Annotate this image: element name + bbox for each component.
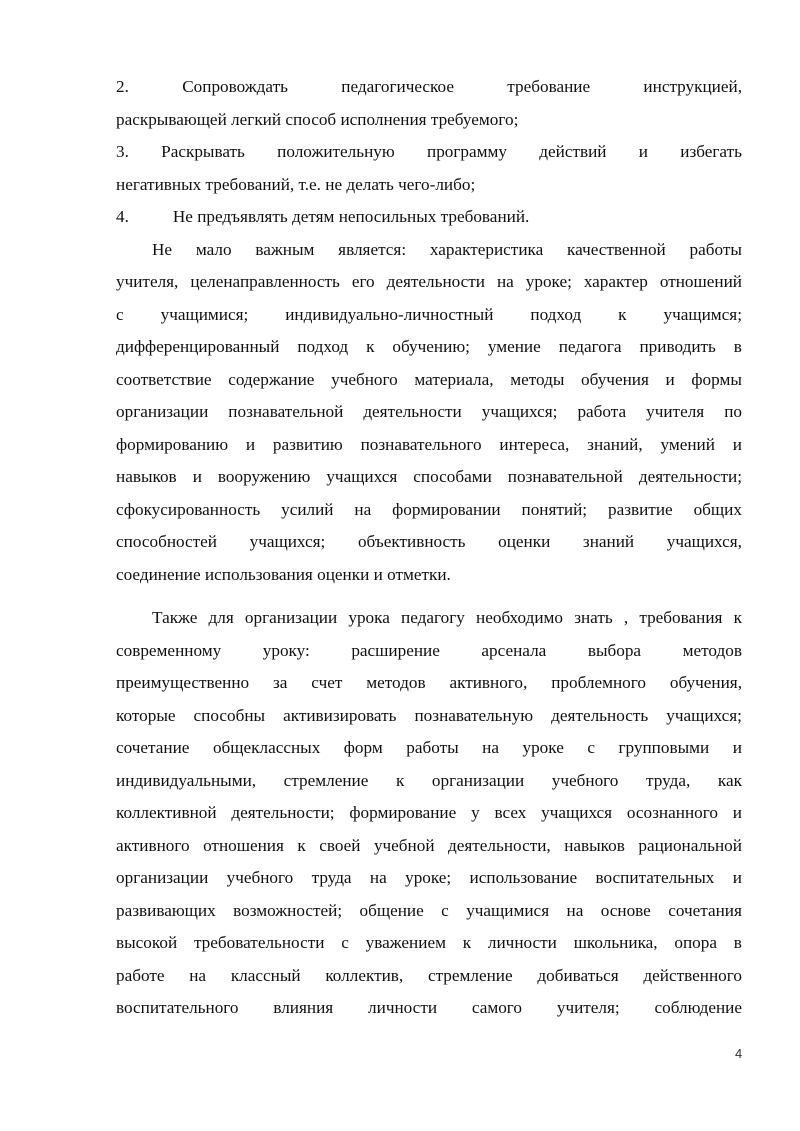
word: уроке: [522, 738, 564, 757]
word: своей: [319, 835, 361, 855]
word: отношения: [203, 835, 284, 855]
word: требовательности: [193, 933, 325, 952]
word: добиваться: [537, 965, 619, 985]
text-line: [116, 927, 742, 960]
word: школьника,: [573, 933, 658, 952]
word: на: [482, 738, 499, 757]
word: развитие: [607, 499, 673, 519]
word: расширение: [351, 640, 440, 660]
text-line: [116, 765, 742, 798]
word: высокой: [116, 933, 178, 952]
word: опора: [674, 933, 717, 952]
word: усилий: [281, 499, 334, 519]
word: является:: [338, 239, 407, 259]
word: познавательного: [360, 434, 482, 454]
word: негативных требований, т.е. не делать чего-либо;: [116, 174, 476, 194]
word: учебного: [551, 770, 619, 790]
word: на: [566, 900, 584, 920]
text-line: [116, 635, 742, 668]
word: стремление: [283, 770, 369, 790]
word: знаний: [582, 532, 635, 551]
text-line: [116, 559, 742, 592]
word: работы: [406, 738, 459, 757]
word: на: [354, 499, 372, 519]
text-line: [116, 299, 742, 332]
word: содержание: [228, 369, 315, 389]
word: уважением: [365, 933, 446, 952]
word: и: [665, 369, 675, 389]
word: соединение использования оценки и отметки.: [116, 564, 451, 584]
word: стремление: [427, 965, 513, 985]
word: характеристика: [429, 239, 544, 259]
word: умений: [660, 434, 715, 454]
word: Не предъявлять детям непосильных требований.: [172, 207, 530, 226]
word: учащихся: [326, 467, 398, 486]
list-number: 4.: [116, 207, 129, 226]
document-body: [116, 71, 742, 1025]
word: вооружению: [217, 467, 311, 486]
text-line: [116, 992, 742, 1025]
word: форм: [343, 738, 383, 757]
word: и: [732, 738, 742, 757]
word: организации: [116, 402, 209, 421]
word: навыков: [116, 467, 177, 486]
word: учителя;: [556, 998, 620, 1017]
word: общение: [359, 900, 424, 920]
word: деятельности: [363, 402, 462, 421]
paragraph-gap: [116, 591, 742, 602]
word: целенаправленность: [190, 272, 340, 291]
word: Не: [152, 239, 173, 259]
word: индивидуальными,: [116, 770, 257, 790]
word: уроку:: [262, 640, 310, 660]
word: соблюдение: [654, 998, 742, 1017]
word: воспитательных: [595, 868, 715, 887]
word: современному: [116, 640, 222, 660]
word: проблемного: [551, 673, 646, 692]
word: познавательной: [228, 402, 344, 421]
text-line: [116, 602, 742, 635]
text-line: [116, 797, 742, 830]
word: деятельности: [386, 272, 486, 291]
word: приводить: [639, 337, 716, 356]
word: работы: [689, 239, 742, 259]
text-line: [116, 526, 742, 559]
word: на: [369, 868, 387, 887]
list-number: 2.: [116, 77, 129, 96]
word: и: [638, 142, 648, 161]
word: учебного: [226, 868, 294, 887]
word: умение: [487, 337, 541, 356]
word: деятельности,: [448, 835, 551, 855]
word: понятий;: [521, 499, 588, 519]
word: и: [732, 434, 742, 454]
word: способами: [413, 467, 492, 486]
word: организации: [116, 868, 209, 887]
word: Сопровождать: [182, 77, 288, 96]
word: которые: [116, 705, 176, 725]
word: и: [192, 467, 202, 486]
word: индивидуально-личностный: [285, 304, 494, 324]
word: требование: [507, 77, 591, 96]
word: сочетание: [116, 738, 190, 757]
text-line: [116, 461, 742, 494]
word: объективность: [357, 532, 466, 551]
word: с: [587, 738, 595, 757]
word: обучения: [581, 369, 649, 389]
text-line: [116, 169, 742, 202]
word: к: [366, 337, 375, 356]
word: положительную: [277, 142, 395, 161]
word: рациональной: [638, 835, 742, 855]
word: методов: [682, 640, 742, 660]
word: общеклассных: [212, 738, 321, 757]
word: педагога: [558, 337, 622, 356]
word: действенного: [643, 965, 742, 985]
word: классный: [230, 965, 301, 985]
text-line: [116, 396, 742, 429]
text-line: [116, 862, 742, 895]
word: знать: [574, 608, 613, 627]
word: для: [208, 608, 234, 627]
text-line: [116, 732, 742, 765]
word: мало: [195, 239, 232, 259]
word: работа: [577, 402, 627, 421]
word: по: [724, 402, 742, 421]
word: подход: [530, 304, 582, 324]
word: учащихся: [541, 803, 613, 822]
word: арсенала: [481, 640, 547, 660]
word: всех: [494, 803, 527, 822]
word: основе: [600, 900, 651, 920]
word: обучения,: [669, 673, 742, 692]
word: учащимися;: [160, 304, 249, 324]
word: интереса,: [499, 434, 570, 454]
word: знаний,: [587, 434, 643, 454]
word: у: [471, 803, 480, 822]
word: раскрывающей легкий способ исполнения требуемого;: [116, 109, 519, 129]
word: сочетания: [668, 900, 742, 920]
word: Раскрывать: [161, 142, 245, 161]
word: в: [733, 933, 742, 952]
word: учебной: [373, 835, 435, 855]
text-line: [116, 960, 742, 993]
word: дифференцированный: [116, 337, 280, 356]
word: действий: [539, 142, 607, 161]
text-line: [116, 104, 742, 137]
word: избегать: [680, 142, 742, 161]
text-line: [116, 136, 742, 169]
word: учащимися: [466, 900, 550, 920]
word: развивающих: [116, 900, 216, 920]
word: активного: [116, 835, 190, 855]
word: урока: [348, 608, 390, 627]
word: организации: [244, 608, 338, 627]
word: общих: [693, 499, 742, 519]
word: к: [733, 608, 742, 627]
word: программу: [427, 142, 508, 161]
word: формирование: [349, 803, 457, 822]
word: соответствие: [116, 369, 212, 389]
word: на: [496, 272, 514, 291]
word: развитию: [272, 434, 343, 454]
word: с: [341, 933, 349, 952]
word: методов: [366, 673, 426, 692]
word: к: [618, 304, 627, 324]
word: учителя,: [116, 272, 179, 291]
word: методы: [510, 369, 565, 389]
word: учащихся,: [666, 532, 742, 551]
word: и: [245, 434, 256, 454]
word: требования: [639, 608, 723, 627]
word: и: [732, 868, 742, 887]
word: необходимо: [476, 608, 564, 627]
word: личности: [487, 933, 557, 952]
word: осознанного: [626, 803, 718, 822]
word: качественной: [567, 239, 666, 259]
word: на: [189, 965, 207, 985]
word: воспитательного: [116, 998, 239, 1017]
text-line: [116, 667, 742, 700]
word: педагогическое: [341, 77, 454, 96]
word: коллективной: [116, 803, 217, 822]
text-line: [116, 895, 742, 928]
word: организации: [431, 770, 525, 790]
word: труда,: [646, 770, 691, 790]
word: навыков: [564, 835, 625, 855]
word: в: [733, 337, 742, 356]
word: уроке;: [525, 272, 572, 291]
text-line: [116, 364, 742, 397]
word: работе: [116, 965, 165, 985]
word: счет: [311, 673, 343, 692]
word: за: [273, 673, 288, 692]
word: к: [462, 933, 472, 952]
word: труда: [311, 868, 352, 887]
word: к: [297, 835, 306, 855]
word: как: [717, 770, 742, 790]
word: влияния: [273, 998, 334, 1017]
word: познавательной: [507, 467, 623, 486]
word: учителя: [646, 402, 705, 421]
list-number: 3.: [116, 142, 129, 161]
word: с: [116, 304, 124, 324]
word: деятельности;: [638, 467, 742, 486]
text-line: [116, 201, 742, 234]
word: ,: [623, 608, 629, 627]
word: формировании: [392, 499, 501, 519]
word: материала,: [414, 369, 494, 389]
word: формы: [691, 369, 742, 389]
word: использование: [469, 868, 578, 887]
word: к: [395, 770, 405, 790]
word: Также: [152, 608, 198, 627]
word: самого: [471, 998, 523, 1017]
word: познавательную: [414, 705, 534, 725]
word: учащихся;: [481, 402, 558, 421]
text-line: [116, 71, 742, 104]
word: педагогу: [401, 608, 465, 627]
word: активного,: [449, 673, 528, 692]
word: личности: [368, 998, 438, 1017]
text-line: [116, 429, 742, 462]
word: учащимся;: [663, 304, 742, 324]
word: возможностей;: [233, 900, 343, 920]
word: учебного: [331, 369, 398, 389]
word: обучению;: [392, 337, 470, 356]
word: отношений: [659, 272, 742, 291]
word: важным: [255, 239, 315, 259]
text-line: [116, 494, 742, 527]
word: и: [732, 803, 742, 822]
text-line: [116, 266, 742, 299]
word: характер: [583, 272, 648, 291]
word: инструкцией,: [643, 77, 742, 96]
word: его: [351, 272, 375, 291]
word: выбора: [587, 640, 642, 660]
word: с: [441, 900, 449, 920]
word: деятельность: [551, 705, 649, 725]
word: преимущественно: [116, 673, 250, 692]
word: деятельности;: [231, 803, 335, 822]
word: учащихся;: [249, 532, 326, 551]
word: подход: [297, 337, 349, 356]
word: способностей: [116, 532, 218, 551]
word: активизировать: [283, 705, 397, 725]
word: способны: [193, 705, 266, 725]
word: сфокусированность: [116, 499, 261, 519]
text-line: [116, 331, 742, 364]
word: коллектив,: [325, 965, 404, 985]
word: уроке;: [405, 868, 452, 887]
page-number: 4: [735, 1046, 743, 1061]
word: учащихся;: [666, 705, 742, 725]
word: групповыми: [618, 738, 710, 757]
word: формированию: [116, 434, 229, 454]
text-line: [116, 830, 742, 863]
word: оценки: [498, 532, 551, 551]
text-line: [116, 700, 742, 733]
text-line: [116, 234, 742, 267]
